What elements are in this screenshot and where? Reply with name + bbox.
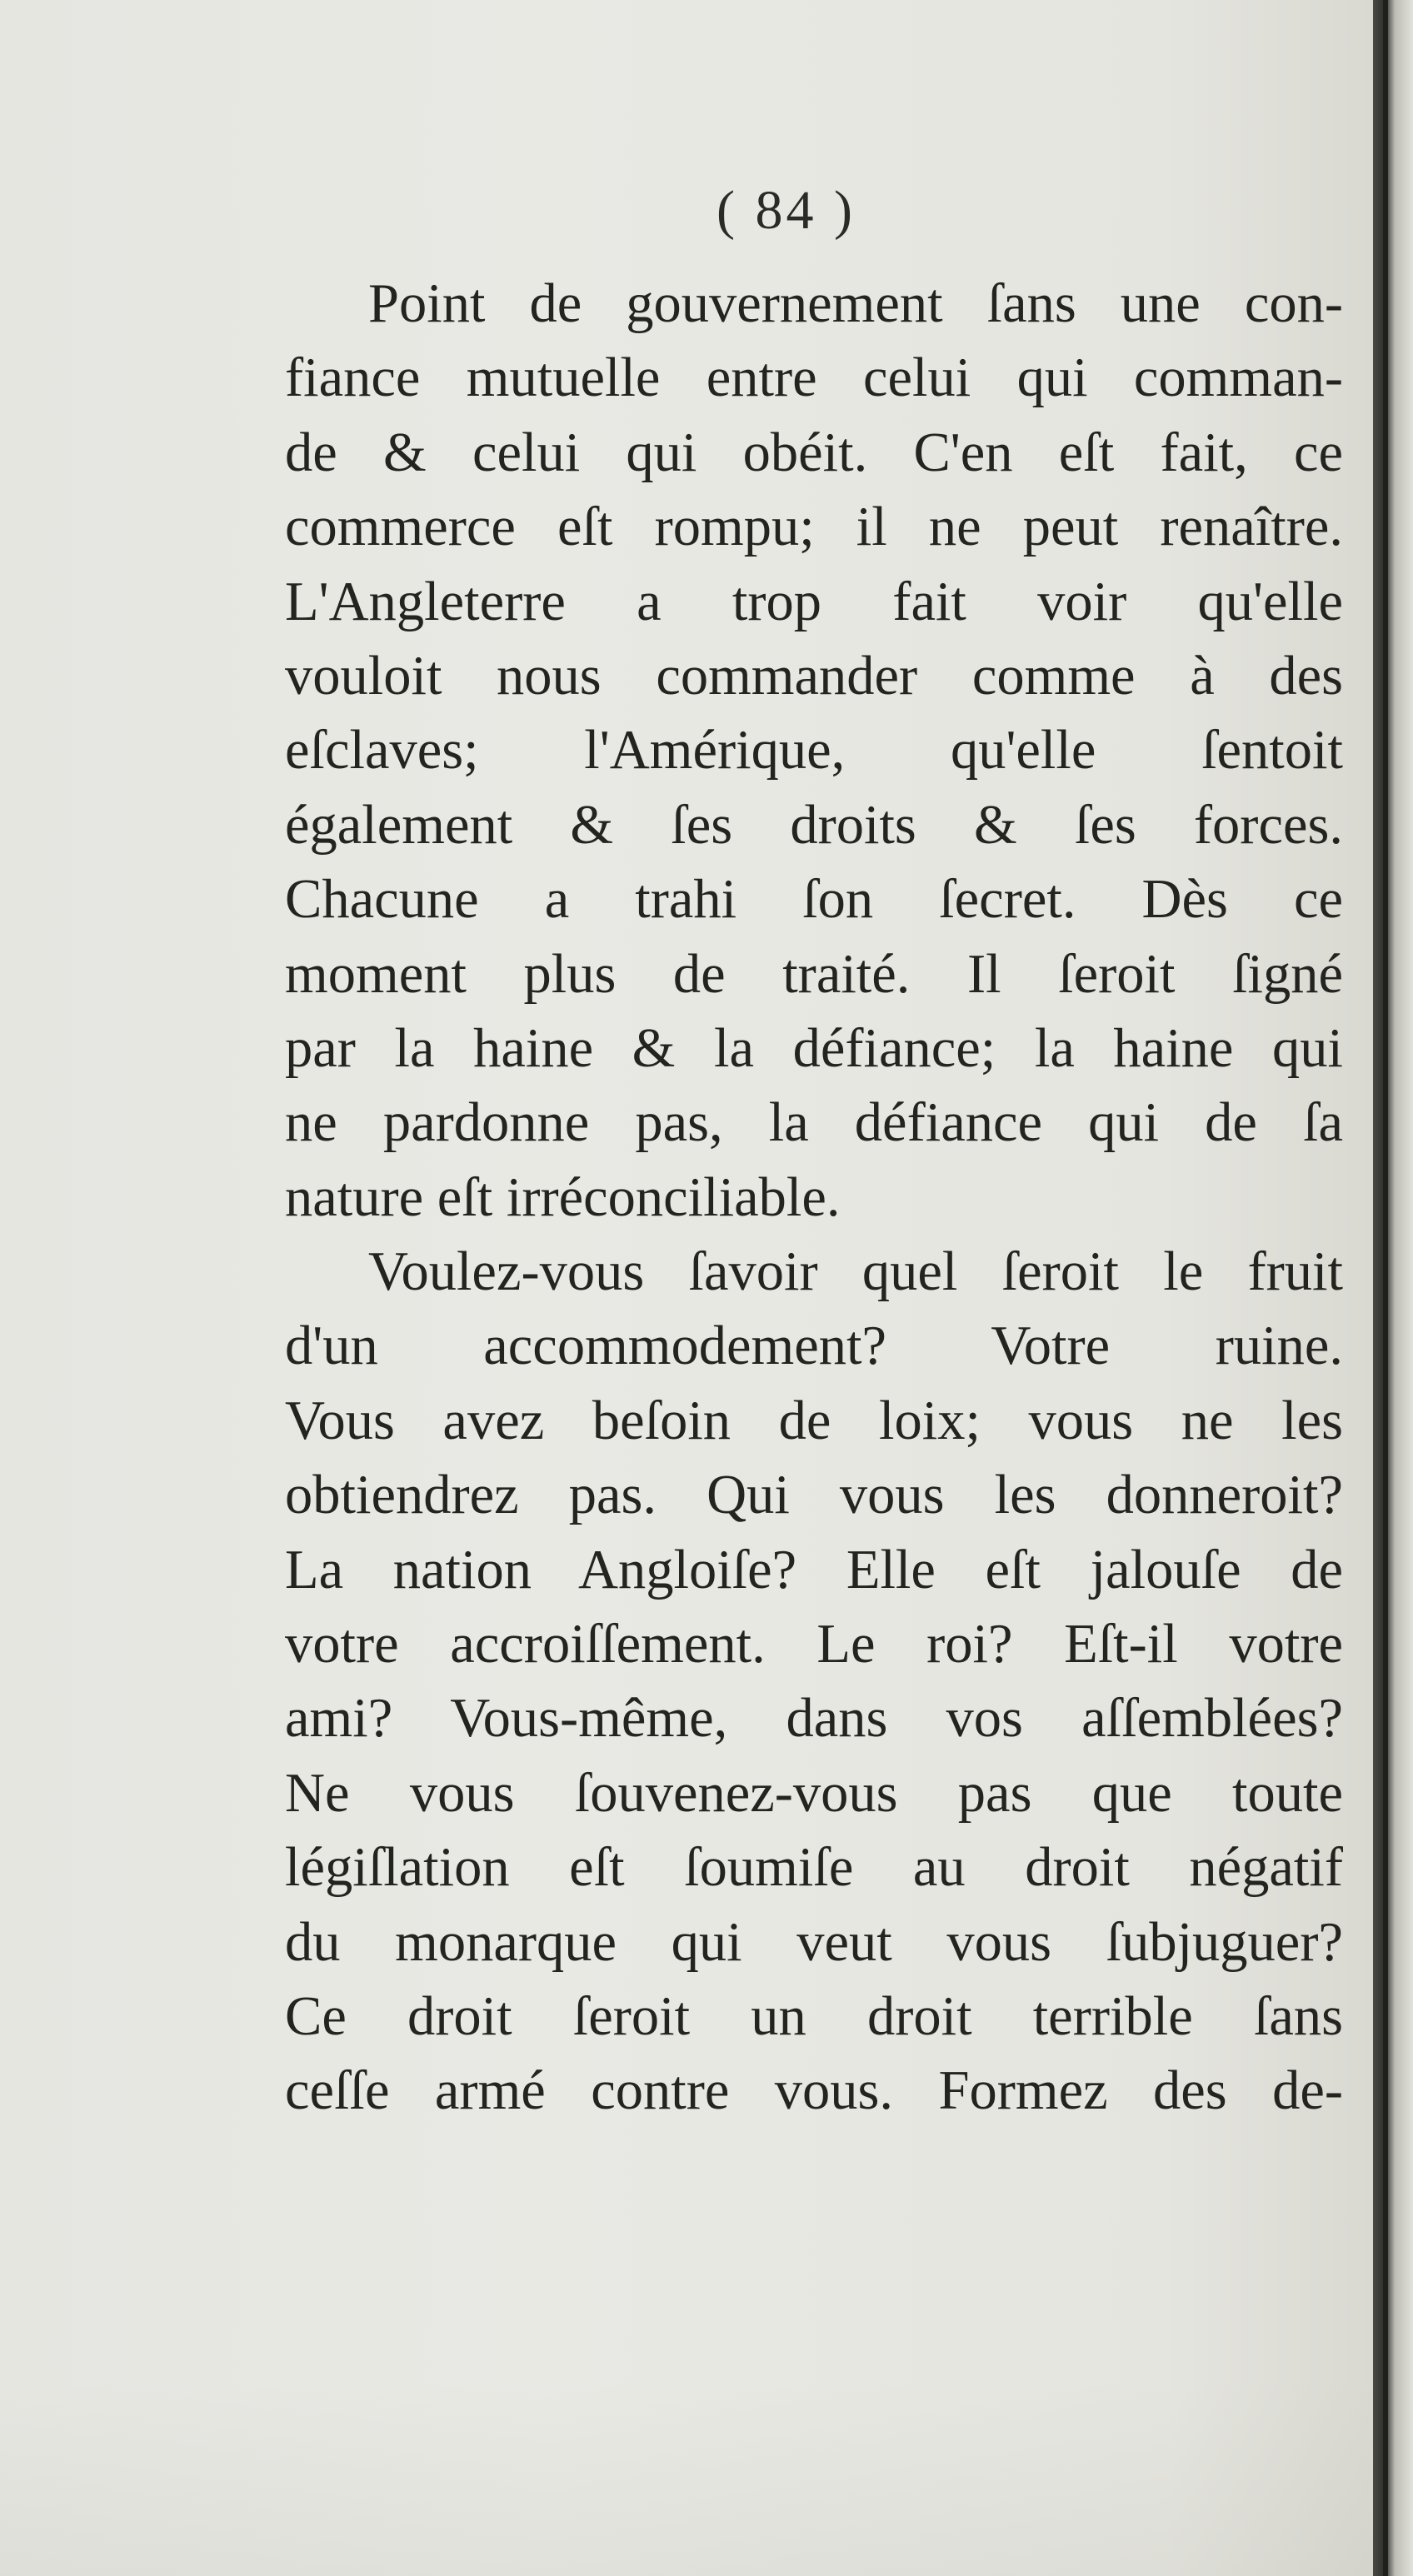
page-gutter-line xyxy=(1383,0,1388,2576)
page-edge-shadow xyxy=(1373,0,1413,2576)
page-number: ( 84 ) xyxy=(716,180,856,241)
text-line: La nation Angloiſe? Elle eſt jalouſe de xyxy=(285,1539,1343,1600)
text-line: Ce droit ſeroit un droit terrible ſans xyxy=(285,1985,1343,2047)
text-line: nature eſt irréconciliable. xyxy=(285,1166,841,1228)
page-bottom-shade xyxy=(0,2383,1373,2576)
text-line: ceſſe armé contre vous. Formez des de- xyxy=(285,2060,1343,2122)
text-line: ne pardonne pas, la défiance qui de ſa xyxy=(285,1092,1343,1154)
text-line: eſclaves; l'Amérique, qu'elle ſentoit xyxy=(285,720,1343,781)
text-line: vouloit nous commander comme à des xyxy=(285,645,1343,706)
text-line: également & ſes droits & ſes forces. xyxy=(285,794,1343,856)
text-line: Chacune a trahi ſon ſecret. Dès ce xyxy=(285,869,1343,931)
text-line: par la haine & la défiance; la haine qui xyxy=(285,1017,1343,1079)
text-line: du monarque qui veut vous ſubjuguer? xyxy=(285,1911,1343,1973)
text-line: commerce eſt rompu; il ne peut renaître. xyxy=(285,497,1343,558)
text-line: ami? Vous-même, dans vos aſſemblées? xyxy=(285,1688,1343,1750)
text-line: L'Angleterre a trop fait voir qu'elle xyxy=(285,571,1343,632)
text-line: moment plus de traité. Il ſeroit ſigné xyxy=(285,943,1343,1005)
text-line: de & celui qui obéit. C'en eſt fait, ce xyxy=(285,422,1343,483)
body-text xyxy=(285,267,1343,2129)
text-line: votre accroiſſement. Le roi? Eſt-il votre xyxy=(285,1614,1343,1675)
text-line: légiſlation eſt ſoumiſe au droit négatif xyxy=(285,1837,1343,1899)
text-line: Vous avez beſoin de loix; vous ne les xyxy=(285,1390,1343,1451)
text-line: obtiendrez pas. Qui vous les donneroit? xyxy=(285,1465,1343,1526)
text-line: Voulez-vous ſavoir quel ſeroit le fruit xyxy=(368,1241,1343,1303)
text-line: d'un accommodement? Votre ruine. xyxy=(285,1315,1343,1377)
text-line: fiance mutuelle entre celui qui comman- xyxy=(285,347,1343,409)
text-line: Point de gouvernement ſans une con- xyxy=(368,273,1343,334)
text-line: Ne vous ſouvenez-vous pas que toute xyxy=(285,1762,1343,1824)
